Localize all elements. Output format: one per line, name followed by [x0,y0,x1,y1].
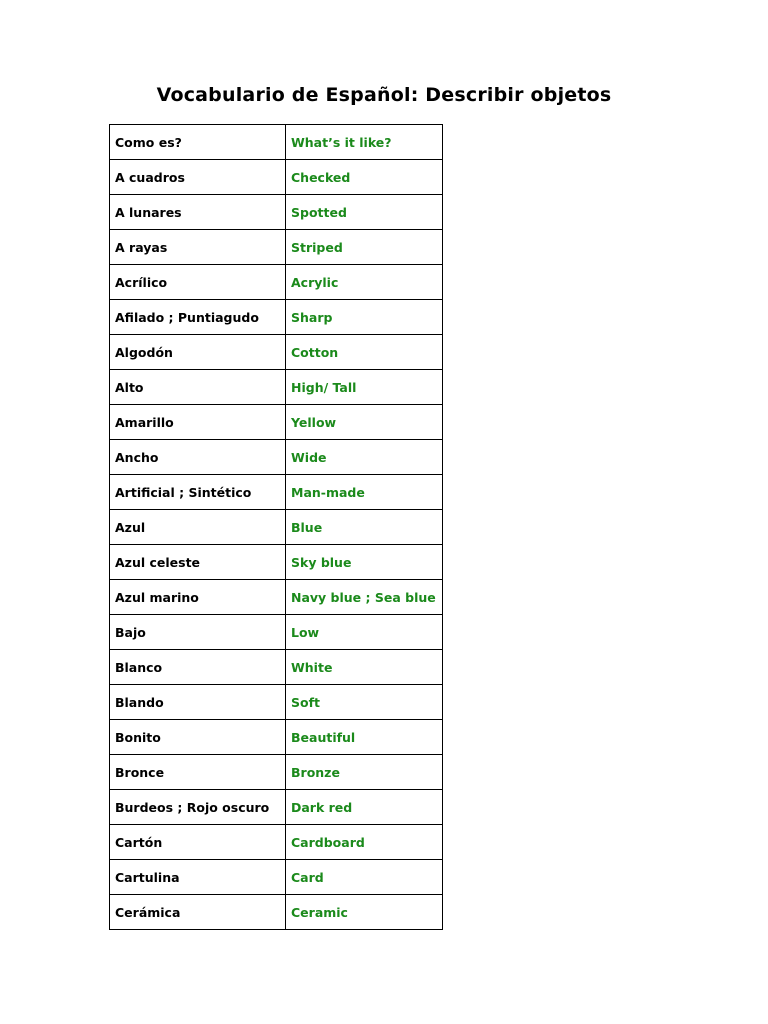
spanish-term-cell: Ancho [110,440,286,475]
english-translation-cell: Soft [286,685,443,720]
spanish-term-cell: Alto [110,370,286,405]
english-translation-cell: Blue [286,510,443,545]
spanish-term-cell: A cuadros [110,160,286,195]
english-translation-cell: What’s it like? [286,125,443,160]
spanish-term-cell: Cartulina [110,860,286,895]
table-row [110,160,443,195]
vocabulary-table-body [110,125,443,930]
spanish-term-cell: A rayas [110,230,286,265]
english-translation-cell: Low [286,615,443,650]
table-row [110,755,443,790]
table-row [110,440,443,475]
spanish-term-cell: Bajo [110,615,286,650]
english-translation-cell: Cotton [286,335,443,370]
english-translation-cell: Beautiful [286,720,443,755]
page-title: Vocabulario de Español: Describir objetos [156,84,612,106]
table-row [110,300,443,335]
vocabulary-table [109,124,443,930]
table-row [110,230,443,265]
spanish-term-cell: Cerámica [110,895,286,930]
spanish-term-cell: Burdeos ; Rojo oscuro [110,790,286,825]
table-row [110,510,443,545]
spanish-term-cell: Como es? [110,125,286,160]
english-translation-cell: Card [286,860,443,895]
table-row [110,615,443,650]
table-row [110,720,443,755]
english-translation-cell: Striped [286,230,443,265]
english-translation-cell: Bronze [286,755,443,790]
english-translation-cell: Yellow [286,405,443,440]
spanish-term-cell: A lunares [110,195,286,230]
english-translation-cell: Navy blue ; Sea blue [286,580,443,615]
english-translation-cell: Ceramic [286,895,443,930]
table-row [110,860,443,895]
spanish-term-cell: Cartón [110,825,286,860]
spanish-term-cell: Bonito [110,720,286,755]
table-row [110,545,443,580]
table-row [110,895,443,930]
spanish-term-cell: Blando [110,685,286,720]
spanish-term-cell: Afilado ; Puntiagudo [110,300,286,335]
spanish-term-cell: Azul celeste [110,545,286,580]
english-translation-cell: Dark red [286,790,443,825]
spanish-term-cell: Bronce [110,755,286,790]
table-row [110,370,443,405]
table-row [110,825,443,860]
english-translation-cell: Checked [286,160,443,195]
english-translation-cell: High/ Tall [286,370,443,405]
spanish-term-cell: Azul marino [110,580,286,615]
table-row [110,125,443,160]
english-translation-cell: Sky blue [286,545,443,580]
table-row [110,405,443,440]
english-translation-cell: White [286,650,443,685]
spanish-term-cell: Amarillo [110,405,286,440]
table-row [110,475,443,510]
spanish-term-cell: Azul [110,510,286,545]
english-translation-cell: Wide [286,440,443,475]
spanish-term-cell: Acrílico [110,265,286,300]
spanish-term-cell: Algodón [110,335,286,370]
table-row [110,335,443,370]
table-row [110,265,443,300]
english-translation-cell: Spotted [286,195,443,230]
table-row [110,790,443,825]
english-translation-cell: Man-made [286,475,443,510]
table-row [110,195,443,230]
table-row [110,650,443,685]
table-row [110,685,443,720]
english-translation-cell: Acrylic [286,265,443,300]
table-row [110,580,443,615]
spanish-term-cell: Artificial ; Sintético [110,475,286,510]
spanish-term-cell: Blanco [110,650,286,685]
english-translation-cell: Sharp [286,300,443,335]
english-translation-cell: Cardboard [286,825,443,860]
